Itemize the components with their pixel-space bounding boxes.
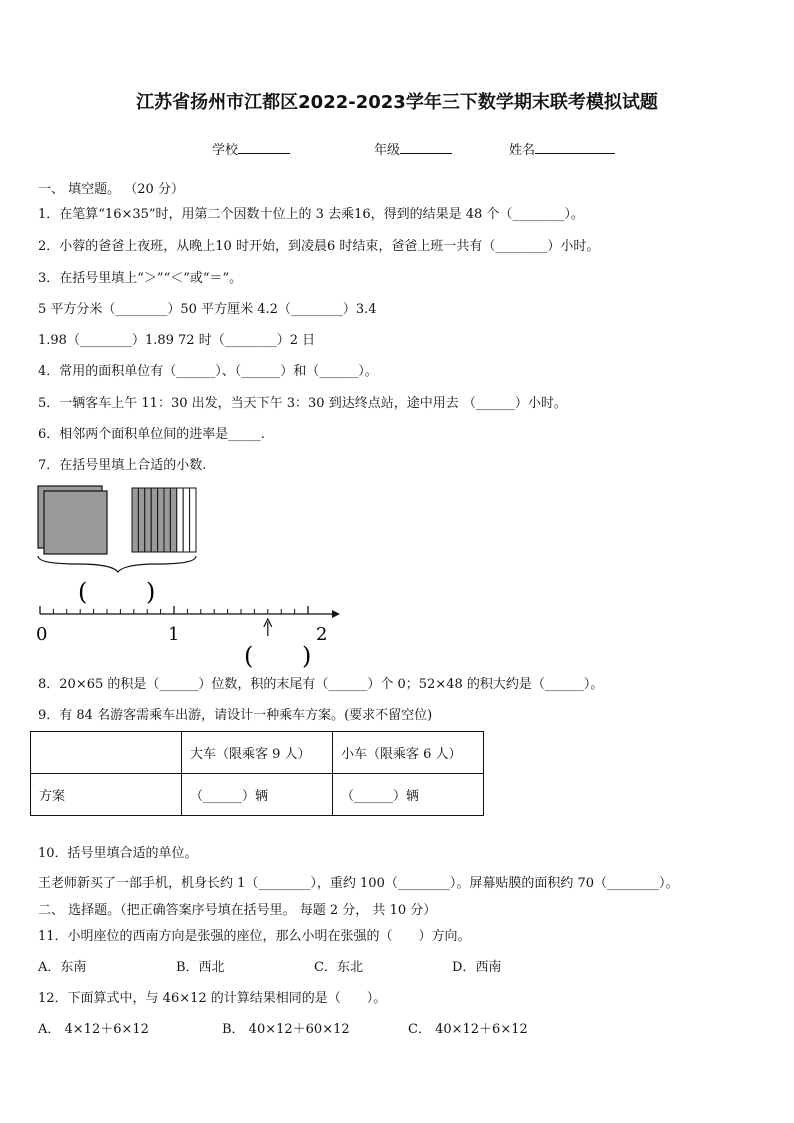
big-bus-header: 大车（限乘客 9 人）	[182, 732, 333, 774]
school-label: 学校	[212, 143, 239, 158]
table-row	[31, 774, 484, 816]
grade-label: 年级	[374, 143, 401, 158]
question-5: 5．一辆客车上午 11：30 出发，当天下午 3：30 到达终点站，途中用去 （______）小时。	[38, 396, 567, 411]
question-9: 9．有 84 名游客需乘车出游，请设计一种乘车方案。(要求不留空位)	[38, 708, 433, 723]
page-title: 江苏省扬州市江都区2022-2023学年三下数学期末联考模拟试题	[136, 92, 658, 113]
shaded-column	[132, 488, 138, 552]
question-10: 10．括号里填合适的单位。	[38, 846, 198, 861]
plan-row-label: 方案	[31, 774, 182, 816]
q11-option-a[interactable]: A．东南	[38, 960, 87, 975]
q12-option-b[interactable]: B． 40×12＋60×12	[222, 1022, 350, 1037]
lower-answer-close-paren: )	[302, 642, 312, 670]
question-10-sub: 王老师新买了一部手机，机身长约 1（________），重约 100（________）。屏幕贴膜的面积约 70（________）。	[38, 876, 679, 891]
big-bus-answer[interactable]: （______）辆	[182, 774, 333, 816]
upper-answer-close-paren: )	[146, 578, 156, 606]
question-2: 2．小蓉的爸爸上夜班，从晚上10 时开始，到凌晨6 时结束，爸爸上班一共有（________）小时。	[38, 239, 600, 254]
shaded-column	[158, 488, 164, 552]
table-header-row	[31, 732, 484, 774]
q11-option-c[interactable]: C．东北	[314, 960, 363, 975]
number-line	[40, 606, 340, 618]
shaded-column	[170, 488, 176, 552]
section1-heading: 一、 填空题。 （20 分）	[38, 182, 184, 197]
partial-square	[132, 488, 196, 552]
question-4: 4．常用的面积单位有（______）、（______）和（______）。	[38, 364, 378, 379]
table-corner-cell	[31, 732, 182, 774]
whole-square-front	[44, 491, 107, 554]
empty-column	[190, 488, 196, 552]
shaded-column	[138, 488, 144, 552]
curly-brace	[38, 556, 196, 572]
question-6: 6．相邻两个面积单位间的进率是_____.	[38, 427, 265, 442]
tick-label-1: 1	[168, 624, 180, 645]
small-bus-header: 小车（限乘客 6 人）	[333, 732, 484, 774]
small-bus-answer[interactable]: （______）辆	[333, 774, 484, 816]
question-11: 11．小明座位的西南方向是张强的座位，那么小明在张强的（ ）方向。	[38, 929, 471, 944]
question-8: 8．20×65 的积是（______）位数，积的末尾有（______）个 0；52×48 的积大约是（______）。	[38, 677, 604, 692]
empty-column	[177, 488, 183, 552]
question-3: 3．在括号里填上“＞”“＜”或“＝”。	[38, 271, 243, 286]
up-arrow-marker	[264, 619, 272, 636]
shaded-column	[151, 488, 157, 552]
q11-option-b[interactable]: B．西北	[176, 960, 225, 975]
tick-label-2: 2	[316, 624, 328, 645]
question-7: 7．在括号里填上合适的小数.	[38, 458, 207, 473]
question-12: 12．下面算式中，与 46×12 的计算结果相同的是（ ）。	[38, 991, 387, 1006]
section2-heading: 二、 选择题。（把正确答案序号填在括号里。 每题 2 分， 共 10 分）	[38, 903, 437, 918]
shaded-column	[164, 488, 170, 552]
name-label: 姓名	[509, 143, 536, 158]
q12-option-a[interactable]: A． 4×12＋6×12	[38, 1022, 149, 1037]
tick-label-0: 0	[36, 624, 48, 645]
empty-column	[183, 488, 189, 552]
upper-answer-open-paren: (	[78, 578, 88, 606]
shaded-column	[145, 488, 151, 552]
question-1: 1．在笔算“16×35”时，用第二个因数十位上的 3 去乘16，得到的结果是 48 个（________）。	[38, 207, 584, 222]
lower-answer-open-paren: (	[244, 642, 254, 670]
question-3-row-1: 5 平方分米（________）50 平方厘米 4.2（________）3.4	[38, 302, 377, 317]
seating-plan-table	[30, 731, 484, 816]
number-line-arrowhead	[332, 610, 340, 618]
question-3-row-2: 1.98（________）1.89 72 时（________）2 日	[38, 333, 316, 348]
q12-option-c[interactable]: C． 40×12＋6×12	[408, 1022, 528, 1037]
q11-option-d[interactable]: D．西南	[452, 960, 502, 975]
